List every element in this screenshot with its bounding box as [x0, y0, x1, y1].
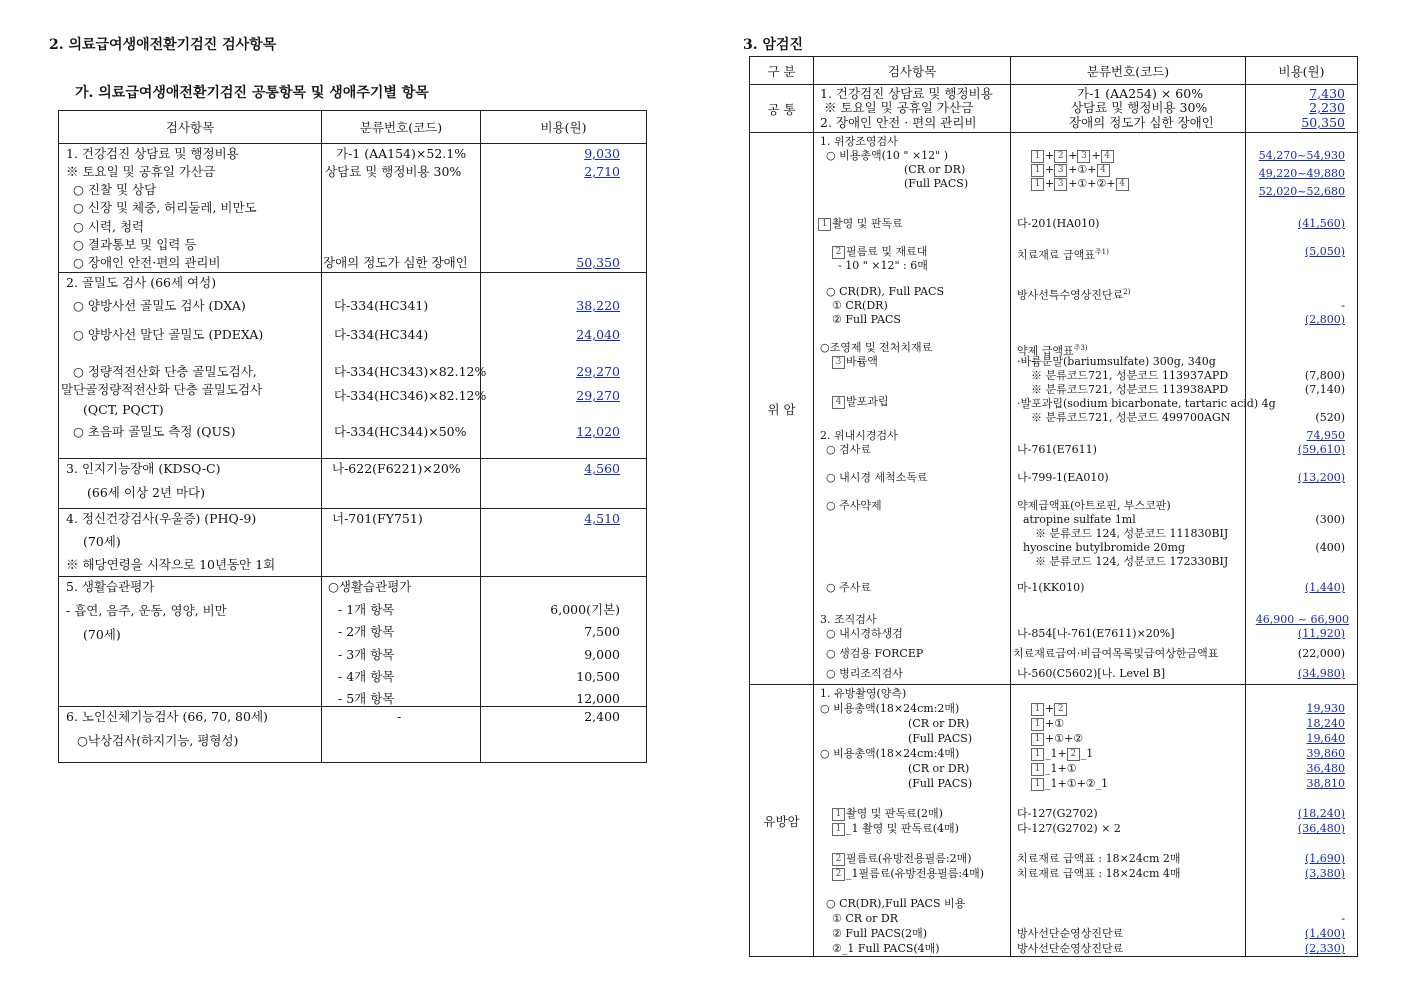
text-line: ○ 내시경하생검	[826, 627, 903, 640]
code: 1 + 2 + 3 + 4	[1031, 149, 1115, 163]
text-line: 5. 생활습관평가	[66, 579, 155, 594]
cost-link[interactable]: 24,040	[576, 327, 620, 342]
text-line: 3. 인지기능장애 (KDSQ-C)	[66, 461, 221, 476]
cost: (7,140)	[1304, 383, 1345, 396]
text-line: 2 _1필름료(유방전용필름:4매)	[832, 867, 984, 881]
text-line: ②_1 Full PACS(4매)	[832, 942, 940, 955]
text-line: ○ 시력, 청력	[73, 219, 145, 234]
cost-link[interactable]: 52,020~52,680	[1258, 185, 1345, 198]
code: 나-854[나-761(E7611)×20%]	[1017, 627, 1175, 640]
code: 다-334(HC343)×82.12%	[334, 364, 487, 379]
cost-link[interactable]: (3,380)	[1304, 867, 1345, 880]
text-line: ○ 초음파 골밀도 측정 (QUS)	[73, 424, 236, 439]
cost-link[interactable]: (1,440)	[1304, 581, 1345, 594]
code: 1 +①	[1031, 717, 1064, 731]
text-line: (QCT, PQCT)	[83, 402, 164, 417]
code: 다-334(HC344)	[334, 327, 429, 342]
category-common: 공 통	[750, 85, 814, 133]
stomach-items	[814, 133, 1011, 685]
cost: 7,500	[584, 624, 620, 639]
cost-link[interactable]: (18,240)	[1297, 807, 1345, 820]
code: atropine sulfate 1ml	[1023, 513, 1136, 526]
code: ※ 분류코드721, 성분코드 499700AGN	[1031, 411, 1231, 424]
code: ※ 분류코드 124, 성분코드 172330BIJ	[1035, 555, 1229, 568]
code: -	[397, 709, 402, 724]
text-line: (70세)	[83, 627, 121, 642]
text-line: 2 필름료 및 재료대	[832, 245, 927, 259]
section-title-left: 2. 의료급여생애전환기검진 검사항목	[49, 37, 277, 53]
header-item: 검사항목	[59, 111, 322, 144]
common-costs	[1246, 85, 1358, 133]
r2-costs	[481, 273, 647, 459]
r3-code	[322, 459, 481, 509]
r3-cost	[481, 459, 647, 509]
r5-items	[59, 577, 322, 707]
breast-codes	[1011, 685, 1246, 957]
text-line: ○ 주사료	[826, 581, 871, 594]
common-codes	[1011, 85, 1246, 133]
header-code: 분류번호(코드)	[1011, 57, 1246, 85]
cost-link[interactable]: 2,710	[584, 164, 620, 179]
cost-link[interactable]: 38,810	[1306, 777, 1345, 790]
text-line: (CR or DR)	[904, 163, 966, 176]
cost-link[interactable]: (1,400)	[1304, 927, 1345, 940]
cost-link[interactable]: 49,220~49,880	[1258, 167, 1345, 180]
text-line: ○ 진찰 및 상담	[73, 182, 157, 197]
text-line: 4 발포과립	[832, 395, 889, 409]
code: 1 + 2	[1031, 702, 1068, 716]
text-line: 2. 골밀도 검사 (66세 여성)	[66, 275, 217, 290]
text-line: 6. 노인신체기능검사 (66, 70, 80세)	[66, 709, 268, 724]
cost: -	[1341, 912, 1345, 925]
cost-link[interactable]: 18,240	[1306, 717, 1345, 730]
cost: 10,500	[576, 669, 620, 684]
box-2-icon: 2	[832, 246, 845, 259]
header-cost: 비용(원)	[481, 111, 647, 144]
cost-link[interactable]: (1,690)	[1304, 852, 1345, 865]
category-breast: 유방암	[750, 685, 814, 957]
text-line: ○ 검사료	[826, 443, 871, 456]
r3-items	[59, 459, 322, 509]
cost: (7,800)	[1304, 369, 1345, 382]
code: - 2개 항목	[338, 624, 395, 639]
text-line: (66세 이상 2년 마다)	[87, 485, 205, 500]
cost-link[interactable]: 50,350	[1301, 115, 1345, 130]
cost-link[interactable]: 39,860	[1306, 747, 1345, 760]
cost-link[interactable]: 50,350	[576, 255, 620, 270]
left-table	[58, 110, 647, 763]
code: 다-334(HC346)×82.12%	[334, 388, 487, 403]
code: 1 + 3 +①+ 4	[1031, 163, 1111, 177]
text-line: ② Full PACS(2매)	[832, 927, 928, 940]
text-line: ○ 비용총액(10 " ×12" )	[826, 149, 949, 162]
stomach-codes	[1011, 133, 1276, 685]
code: 방사선단순영상진단료	[1017, 927, 1124, 940]
cost-link[interactable]: 29,270	[576, 388, 620, 403]
text-line: ② Full PACS	[832, 313, 901, 326]
text-line: ○ 결과통보 및 입력 등	[73, 237, 197, 252]
code: 치료재료급여·비급여목록및급여상한금액표	[1013, 647, 1219, 660]
breast-items	[814, 685, 1011, 957]
subsection-title-left: 가. 의료급여생애전환기검진 공통항목 및 생애주기별 항목	[75, 85, 429, 101]
code: 1 +①+②	[1031, 732, 1083, 746]
code: ·바륨분말(bariumsulfate) 300g, 340g	[1017, 355, 1216, 368]
code: 다-127(G2702)	[1017, 807, 1098, 820]
cost-link[interactable]: 36,480	[1306, 762, 1345, 775]
cost-link[interactable]: 4,510	[584, 511, 620, 526]
code: - 1개 항목	[338, 602, 395, 617]
text-line: 1. 유방촬영(양측)	[820, 687, 907, 700]
r6-cost	[481, 707, 647, 763]
code: 가-1 (AA254) × 60%	[1077, 86, 1204, 101]
cost: -	[1341, 299, 1345, 312]
text-line: 4. 정신건강검사(우울증) (PHQ-9)	[66, 511, 257, 526]
code: hyoscine butylbromide 20mg	[1023, 541, 1186, 554]
code: 상담료 및 행정비용 30%	[1071, 100, 1208, 115]
code: 나-622(F6221)×20%	[332, 461, 461, 476]
code: - 4개 항목	[338, 669, 395, 684]
right-table	[749, 56, 1358, 957]
category-stomach: 위 암	[750, 133, 814, 685]
cost-link[interactable]: 9,030	[584, 146, 620, 161]
text-line: 2. 장애인 안전 · 편의 관리비	[820, 115, 977, 130]
text-line: 3. 조직검사	[820, 613, 877, 626]
box-3-icon: 3	[832, 356, 845, 369]
cost-link[interactable]: 7,430	[1309, 86, 1345, 101]
header-cost: 비용(원)	[1246, 57, 1358, 85]
cost: (300)	[1315, 513, 1345, 526]
code: 너-701(FY751)	[332, 511, 423, 526]
cost: 2,400	[584, 709, 620, 724]
text-line: ○낙상검사(하지기능, 평형성)	[77, 733, 239, 748]
r5-costs	[481, 577, 647, 707]
cost-link[interactable]: 2,230	[1309, 100, 1345, 115]
r1-items	[59, 144, 322, 273]
box-1-icon: 1	[818, 218, 831, 231]
text-line: 말단골정량적전산화 단층 골밀도검사	[61, 382, 263, 397]
cost-link[interactable]: 29,270	[576, 364, 620, 379]
text-line: (Full PACS)	[904, 177, 969, 190]
text-line: 1 촬영 및 판독료(2매)	[832, 807, 943, 821]
r2-items	[59, 273, 322, 459]
code: 나-799-1(EA010)	[1017, 471, 1109, 484]
text-line: 1 _1 촬영 및 판독료(4매)	[832, 822, 959, 836]
cost-link[interactable]: (2,800)	[1304, 313, 1345, 326]
r4-items	[59, 509, 322, 577]
text-line: ○ 장애인 안전·편의 관리비	[73, 255, 221, 270]
cost-link[interactable]: 38,220	[576, 298, 620, 313]
text-line: 1 촬영 및 판독료	[818, 217, 903, 231]
code: 방사선특수영상진단료$^{2)}$	[1017, 288, 1131, 302]
text-line: (Full PACS)	[908, 777, 973, 790]
cost-link[interactable]: 19,930	[1306, 702, 1345, 715]
r2-codes	[322, 273, 487, 459]
text-line: 2 필름료(유방전용필름:2매)	[832, 852, 972, 866]
text-line: (CR or DR)	[908, 762, 970, 775]
text-line: ○ CR(DR),Full PACS 비용	[826, 897, 966, 910]
text-line: (70세)	[83, 534, 121, 549]
code: 약제급액표(아트로핀, 부스코판)	[1017, 499, 1171, 512]
code: ○생활습관평가	[328, 579, 412, 594]
cost-link[interactable]: 19,640	[1306, 732, 1345, 745]
code: 나-761(E7611)	[1017, 443, 1097, 456]
text-line: 1. 건강검진 상담료 및 행정비용	[66, 146, 239, 161]
cost-link[interactable]: (11,920)	[1297, 627, 1345, 640]
header-category: 구 분	[750, 57, 814, 85]
common-items	[814, 85, 1011, 133]
text-line: - 흡연, 음주, 운동, 영양, 비만	[66, 603, 227, 618]
code: - 3개 항목	[338, 647, 395, 662]
cost-link[interactable]: (59,610)	[1297, 443, 1345, 456]
cost-link[interactable]: 12,020	[576, 424, 620, 439]
code: 1 _1+①+②_1	[1031, 777, 1108, 791]
text-line: ○ 양방사선 말단 골밀도 (PDEXA)	[73, 327, 264, 342]
code: 마-1(KK010)	[1017, 581, 1085, 594]
section-title-right: 3. 암검진	[743, 37, 804, 53]
code: 치료재료 급액표 : 18×24cm 2매	[1017, 852, 1181, 865]
text-line: ○ 정량적전산화 단층 골밀도검사,	[73, 364, 257, 379]
text-line: ○ 생검용 FORCEP	[826, 647, 924, 660]
text-line: ○ 신장 및 체중, 허리둘레, 비만도	[73, 200, 257, 215]
text-line: 3 바륨액	[832, 355, 878, 369]
cost-link[interactable]: (2,330)	[1304, 942, 1345, 955]
text-line: 1. 위장조영검사	[820, 135, 898, 148]
r4-cost	[481, 509, 647, 577]
code: ※ 분류코드 124, 성분코드 111830BIJ	[1035, 527, 1229, 540]
r5-codes	[322, 577, 481, 707]
text-line: - 10 " ×12" : 6매	[838, 259, 928, 272]
code: 장애의 정도가 심한 장애인	[323, 255, 468, 270]
cost: (400)	[1315, 541, 1345, 554]
cost-link[interactable]: 74,950	[1306, 429, 1345, 442]
code: 장애의 정도가 심한 장애인	[1069, 115, 1214, 130]
cost-link[interactable]: (36,480)	[1297, 822, 1345, 835]
text-line: ① CR(DR)	[832, 299, 888, 312]
text-line: (Full PACS)	[908, 732, 973, 745]
code: 치료재료 급액표 : 18×24cm 4매	[1017, 867, 1181, 880]
text-line: 2. 위내시경검사	[820, 429, 898, 442]
text-line: ○ CR(DR), Full PACS	[826, 285, 945, 298]
cost-link[interactable]: (5,050)	[1304, 245, 1345, 258]
code: 1 _1+ 2 _1	[1031, 747, 1093, 761]
code: 다-334(HC344)×50%	[334, 424, 467, 439]
code: 상담료 및 행정비용 30%	[325, 164, 462, 179]
cost: 9,000	[584, 647, 620, 662]
cost-link[interactable]: (13,200)	[1297, 471, 1345, 484]
text-line: ① CR or DR	[832, 912, 899, 925]
r4-code	[322, 509, 481, 577]
cost: 12,000	[576, 691, 620, 706]
cost-link[interactable]: 46,900 ~ 66,900	[1255, 613, 1349, 626]
code: 다-334(HC341)	[334, 298, 429, 313]
code: ·발포과립(sodium bicarbonate, tartaric acid) 4g	[1017, 397, 1276, 410]
text-line: ○ 병리조직검사	[826, 667, 903, 680]
code: ※ 분류코드721, 성분코드 113937APD	[1031, 369, 1229, 382]
r6-code	[322, 707, 481, 763]
code: 다-201(HA010)	[1017, 217, 1100, 230]
code: ※ 분류코드721, 성분코드 113938APD	[1031, 383, 1229, 396]
header-item: 검사항목	[814, 57, 1011, 85]
r6-items	[59, 707, 322, 763]
cost: (22,000)	[1297, 647, 1345, 660]
code: 1 _1+①	[1031, 762, 1077, 776]
text-line: ※ 토요일 및 공휴일 가산금	[824, 100, 974, 115]
text-line: ○ 양방사선 골밀도 검사 (DXA)	[73, 298, 246, 313]
cost: 6,000(기본)	[550, 602, 620, 617]
code: 나-560(C5602)[나. Level B]	[1017, 667, 1166, 680]
text-line: ○ 비용총액(18×24cm:2매)	[820, 702, 960, 715]
code: 가-1 (AA154)×52.1%	[336, 146, 467, 161]
cost-link[interactable]: (34,980)	[1297, 667, 1345, 680]
text-line: 1. 건강검진 상담료 및 행정비용	[820, 86, 993, 101]
code: 약제 급액표$^{주3)}$	[1017, 344, 1088, 358]
code: 방사선단순영상진단료	[1017, 942, 1124, 955]
text-line: ○ 내시경 세척소독료	[826, 471, 928, 484]
box-4-icon: 4	[832, 396, 845, 409]
stomach-costs	[1246, 133, 1358, 685]
code: 치료재료 급액표$^{주1)}$	[1017, 248, 1109, 262]
text-line: ※ 토요일 및 공휴일 가산금	[66, 164, 216, 179]
header-code: 분류번호(코드)	[322, 111, 481, 144]
cost-link[interactable]: 54,270~54,930	[1258, 149, 1345, 162]
cost: (520)	[1315, 411, 1345, 424]
code: 1 + 3 +①+②+ 4	[1031, 177, 1130, 191]
text-line: ※ 해당연령을 시작으로 10년동안 1회	[66, 557, 276, 572]
text-line: ○ 주사약제	[826, 499, 882, 512]
code: 다-127(G2702) × 2	[1017, 822, 1121, 835]
breast-costs	[1246, 685, 1358, 957]
cost-link[interactable]: (41,560)	[1297, 217, 1345, 230]
r1-costs	[481, 144, 647, 273]
text-line: (CR or DR)	[908, 717, 970, 730]
r1-codes	[322, 144, 481, 273]
cost-link[interactable]: 4,560	[584, 461, 620, 476]
text-line: ○ 비용총액(18×24cm:4매)	[820, 747, 960, 760]
text-line: ○조영제 및 전처치재료	[820, 341, 933, 354]
code: - 5개 항목	[338, 691, 395, 706]
